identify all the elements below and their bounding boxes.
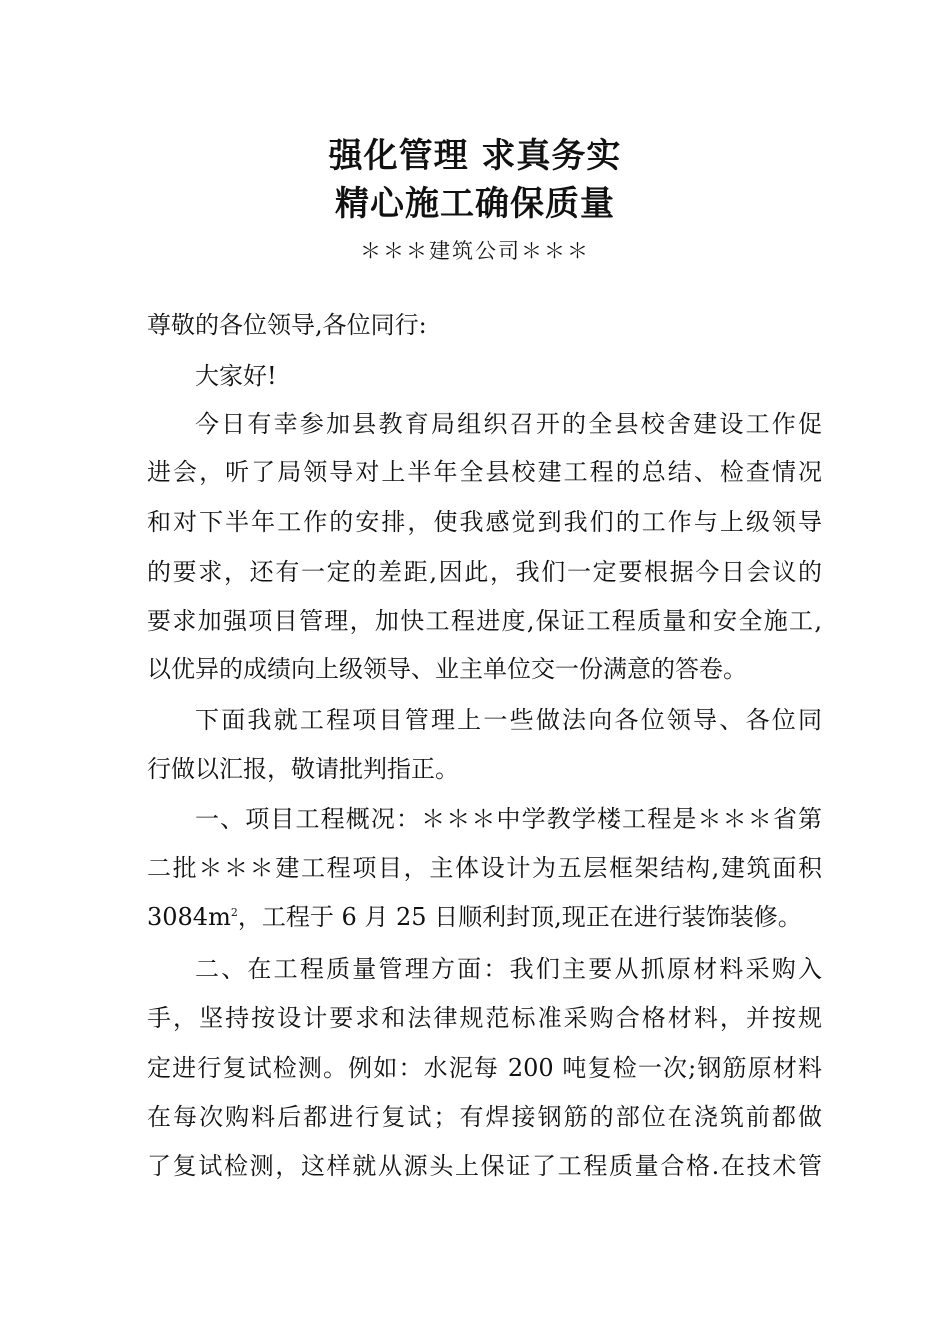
body-line — [147, 900, 822, 934]
salutation: 尊敬的各位领导,各位同行: — [147, 311, 427, 339]
body-line: 手，坚持按设计要求和法律规范标准采购合格材料，并按规 — [147, 1004, 822, 1032]
body-line: 一、项目工程概况：＊＊＊中学教学楼工程是＊＊＊省第 — [195, 805, 822, 833]
area-value: 3084m — [147, 903, 231, 931]
body-line: 进会，听了局领导对上半年全县校建工程的总结、检查情况 — [147, 458, 822, 486]
area-unit-superscript: 2 — [230, 906, 238, 919]
body-line: 的要求，还有一定的差距,因此，我们一定要根据今日会议的 — [147, 558, 822, 586]
document-subtitle: ＊＊＊建筑公司＊＊＊ — [360, 239, 590, 263]
document-title-line-2: 精心施工确保质量 — [335, 184, 615, 224]
body-line: 今日有幸参加县教育局组织召开的全县校舍建设工作促 — [195, 410, 822, 438]
body-line: 行做以汇报，敬请批判指正。 — [147, 755, 459, 783]
body-line: 下面我就工程项目管理上一些做法向各位领导、各位同 — [195, 706, 822, 734]
body-line-text: ，工程于 6 月 25 日顺利封顶,现正在进行装饰装修。 — [237, 903, 802, 931]
body-line: 要求加强项目管理，加快工程进度,保证工程质量和安全施工, — [147, 607, 822, 635]
body-line: 二批＊＊＊建工程项目，主体设计为五层框架结构,建筑面积 — [147, 854, 822, 882]
body-line: 和对下半年工作的安排，使我感觉到我们的工作与上级领导 — [147, 508, 822, 536]
body-line: 定进行复试检测。例如：水泥每 200 吨复检一次;钢筋原材料 — [147, 1054, 822, 1082]
body-line: 在每次购料后都进行复试；有焊接钢筋的部位在浇筑前都做 — [147, 1103, 822, 1131]
body-line: 以优异的成绩向上级领导、业主单位交一份满意的答卷。 — [147, 655, 747, 683]
document-title-line-1: 强化管理 求真务实 — [328, 136, 622, 176]
body-line: 了复试检测，这样就从源头上保证了工程质量合格.在技术管 — [147, 1152, 822, 1180]
greeting: 大家好! — [195, 362, 277, 390]
body-line: 二、在工程质量管理方面：我们主要从抓原材料采购入 — [195, 955, 822, 983]
